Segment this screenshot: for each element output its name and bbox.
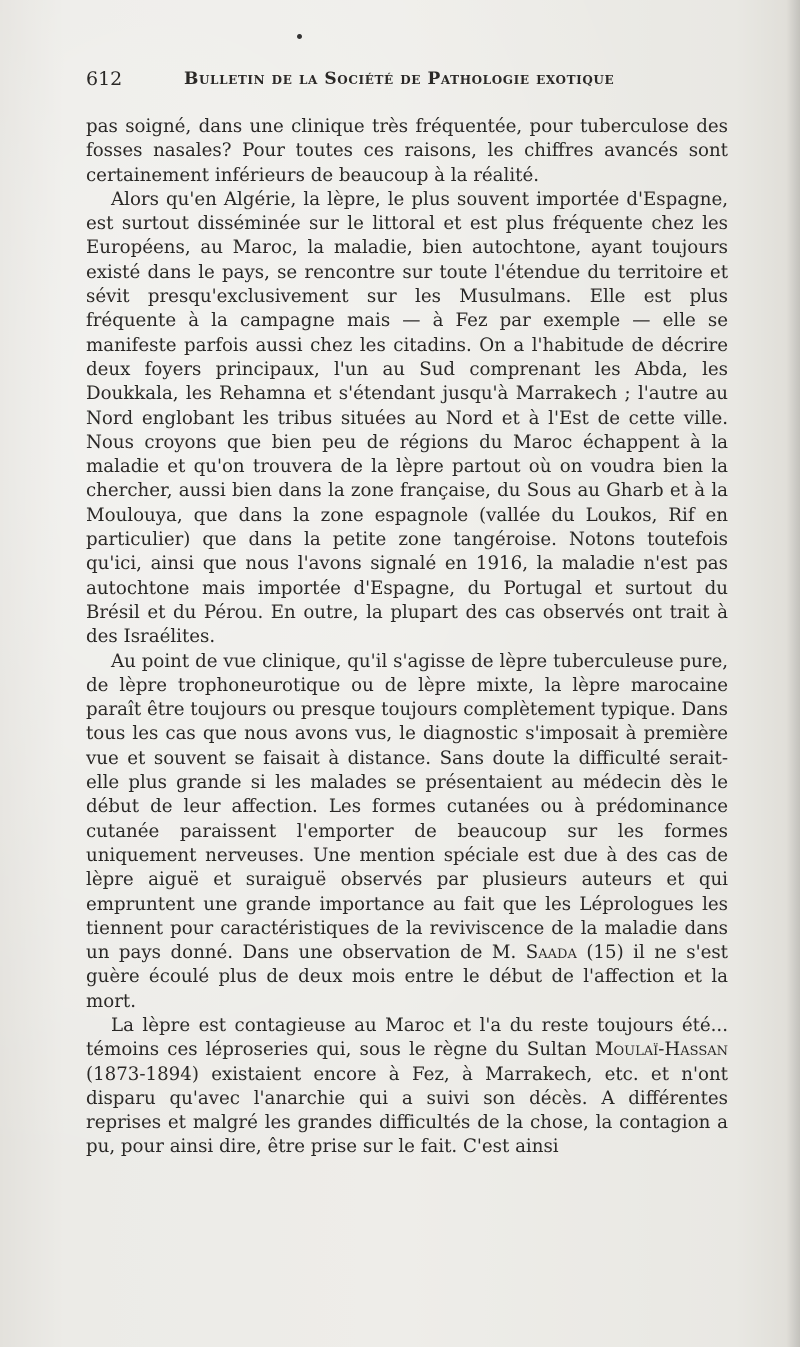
paragraph-3-text: Au point de vue clinique, qu'il s'agisse de lèpre tuberculeuse pure, de lèpre trophoneurotique ou de lèpre mixte, la lèpre marocaine paraît être toujours ou presque toujours complètement typique. Dans tous les cas que nous avons vus, le diagnostic s'imposait à première vue et souvent se faisait à distance. Sans doute la difficulté serait-elle plus grande si les malades se présentaient au médecin dès le début de leur affection. Les formes cutanées ou à prédominance cutanée paraissent l'emporter de beaucoup sur les formes uniquement nerveuses. Une mention spéciale est due à des cas de lèpre aiguë et suraiguë observés par plusieurs auteurs et qui empruntent une grande importance au fait que les Léprologues les tiennent pour caractéristiques de la reviviscence de la maladie dans un pays donné. Dans une observation de M. <box>86 650 728 964</box>
paragraph-2: Alors qu'en Algérie, la lèpre, le plus souvent importée d'Espagne, est surtout disséminée sur le littoral et est plus fréquente chez les Européens, au Maroc, la maladie, bien autochtone, ayant toujours existé dans le pays, se rencontre sur toute l'étendue du territoire et sévit presqu'exclusivement sur les Musulmans. Elle est plus fréquente à la campagne mais — à Fez par exemple — elle se manifeste parfois aussi chez les citadins. On a l'habitude de décrire deux foyers principaux, l'un au Sud comprenant les Abda, les Doukkala, les Rehamna et s'étendant jusqu'à Marrakech ; l'autre au Nord englobant les tribus situées au Nord et à l'Est de cette ville. Nous croyons que bien peu de régions du Maroc échappent à la maladie et qu'on trouvera de la lèpre partout où on voudra bien la chercher, aussi bien dans la zone française, du Sous au Gharb et à la Moulouya, que dans la zone espagnole (vallée du Loukos, Rif en particulier) que dans la petite zone tangéroise. Notons toutefois qu'ici, ainsi que nous l'avons signalé en 1916, la maladie n'est pas autochtone mais importée d'Espagne, du Portugal et surtout du Brésil et du Pérou. En outre, la plupart des cas observés ont trait à des Israélites. <box>86 188 728 648</box>
page-number: 612 <box>86 68 123 90</box>
paragraph-3 <box>86 650 728 1014</box>
paragraph-4-text: La lèpre est contagieuse au Maroc et l'a du reste toujours été... témoins ces léproseries qui, sous le règne du Sultan <box>86 1014 728 1061</box>
running-header <box>86 66 726 92</box>
paragraph-1: pas soigné, dans une clinique très fréquentée, pour tuberculose des fosses nasales? Pour toutes ces raisons, les chiffres avancés sont certainement inférieurs de beaucoup à la réalité. <box>86 116 728 186</box>
sultan-name: Moulaï-Hassan <box>594 1039 728 1061</box>
body-text <box>86 115 728 1160</box>
paragraph-4 <box>86 1014 728 1160</box>
print-speck <box>297 34 302 39</box>
page-edge-shadow <box>786 0 800 1347</box>
paragraph-4-text-end: (1873-1894) existaient encore à Fez, à Marrakech, etc. et n'ont disparu qu'avec l'anarchie qui a suivi son décès. A différentes reprises et malgré les grandes difficultés de la chose, la contagion a pu, pour ainsi dire, être prise sur le fait. C'est ainsi <box>86 1063 728 1158</box>
paragraph-3-text-end: (15) il ne s'est guère écoulé plus de deux mois entre le début de l'affection et la mort. <box>86 942 728 1012</box>
author-name-saada: Saada <box>525 942 577 964</box>
running-title: Bulletin de la Société de Pathologie exotique <box>184 69 615 89</box>
